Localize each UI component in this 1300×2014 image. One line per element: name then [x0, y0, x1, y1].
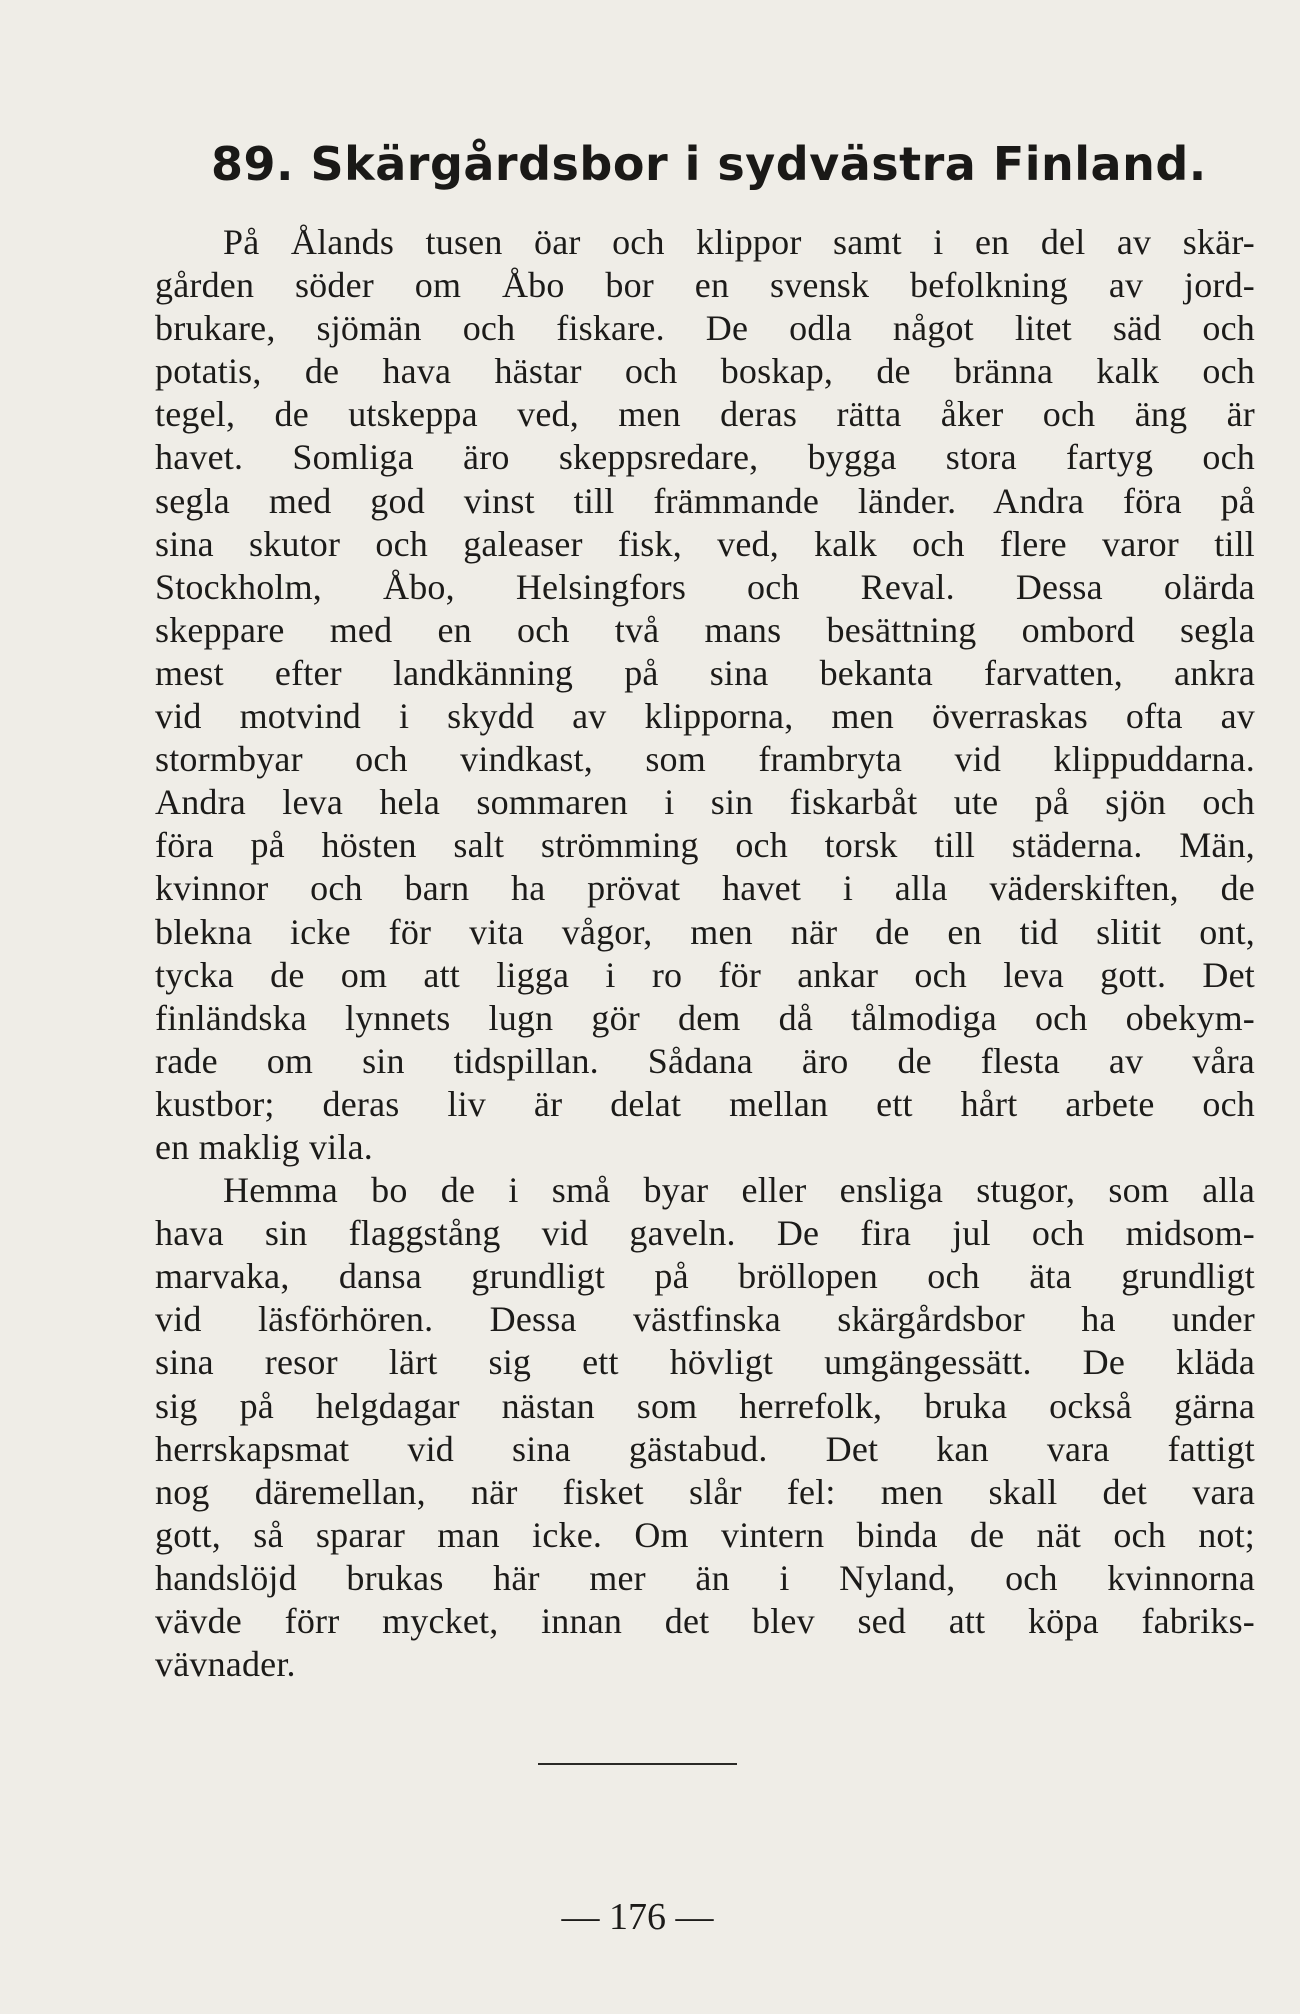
text-line: föra på hösten salt strömming och torsk till städerna. Män,: [155, 825, 1255, 866]
text-line: tycka de om att ligga i ro för ankar och leva gott. Det: [155, 954, 1255, 995]
text-line: gott, så sparar man icke. Om vintern binda de nät och not;: [155, 1514, 1255, 1555]
page-number: — 176 —: [561, 1896, 714, 1938]
text-line: potatis, de hava hästar och boskap, de bränna kalk och: [155, 351, 1255, 392]
text-line: Stockholm, Åbo, Helsingfors och Reval. Dessa olärda: [155, 566, 1255, 607]
text-line: finländska lynnets lugn gör dem då tålmodiga och obekym-: [155, 997, 1255, 1038]
text-line: marvaka, dansa grundligt på bröllopen och äta grundligt: [155, 1256, 1255, 1297]
text-line: herrskapsmat vid sina gästabud. Det kan vara fattigt: [155, 1428, 1255, 1469]
text-line: rade om sin tidspillan. Sådana äro de flesta av våra: [155, 1040, 1255, 1081]
paragraph: [155, 221, 1255, 1169]
text-line: hava sin flaggstång vid gaveln. De fira jul och midsom-: [155, 1213, 1255, 1254]
text-line: vid motvind i skydd av klipporna, men överraskas ofta av: [155, 696, 1255, 737]
text-line: handslöjd brukas här mer än i Nyland, och kvinnorna: [155, 1557, 1255, 1598]
text-line: gården söder om Åbo bor en svensk befolkning av jord-: [155, 265, 1255, 306]
text-line: segla med god vinst till främmande länder. Andra föra på: [155, 480, 1255, 521]
text-line: På Ålands tusen öar och klippor samt i en del av skär-: [223, 222, 1255, 262]
text-line: nog däremellan, när fisket slår fel: men skall det vara: [155, 1471, 1255, 1512]
text-line: stormbyar och vindkast, som frambryta vid klippuddarna.: [155, 739, 1255, 780]
text-line: Andra leva hela sommaren i sin fiskarbåt ute på sjön och: [155, 782, 1255, 823]
text-line: mest efter landkänning på sina bekanta farvatten, ankra: [155, 652, 1255, 693]
end-rule-divider: [538, 1763, 737, 1765]
text-line: skeppare med en och två mans besättning ombord segla: [155, 609, 1255, 650]
body-text: [155, 221, 1255, 1686]
text-line: Hemma bo de i små byar eller ensliga stugor, som alla: [223, 1170, 1255, 1211]
paragraph: [155, 1169, 1255, 1686]
chapter-heading: 89. Skärgårdsbor i sydvästra Finland.: [211, 137, 1207, 191]
text-line: havet. Somliga äro skeppsredare, bygga stora fartyg och: [155, 437, 1255, 478]
text-line: kvinnor och barn ha prövat havet i alla väderskiften, de: [155, 868, 1255, 909]
text-line: kustbor; deras liv är delat mellan ett hårt arbete och: [155, 1083, 1255, 1124]
text-line: vid läsförhören. Dessa västfinska skärgårdsbor ha under: [155, 1299, 1255, 1340]
text-line: vävde förr mycket, innan det blev sed att köpa fabriks-: [155, 1601, 1255, 1641]
text-line: sina resor lärt sig ett hövligt umgängessätt. De kläda: [155, 1342, 1255, 1383]
text-line: blekna icke för vita vågor, men när de en tid slitit ont,: [155, 911, 1255, 952]
text-line: sig på helgdagar nästan som herrefolk, bruka också gärna: [155, 1385, 1255, 1426]
text-line: sina skutor och galeaser fisk, ved, kalk och flere varor till: [155, 523, 1255, 564]
text-line: vävnader.: [155, 1644, 296, 1685]
text-line: tegel, de utskeppa ved, men deras rätta åker och äng är: [155, 394, 1255, 435]
text-line: brukare, sjömän och fiskare. De odla något litet säd och: [155, 308, 1255, 349]
text-line: en maklig vila.: [155, 1126, 373, 1167]
